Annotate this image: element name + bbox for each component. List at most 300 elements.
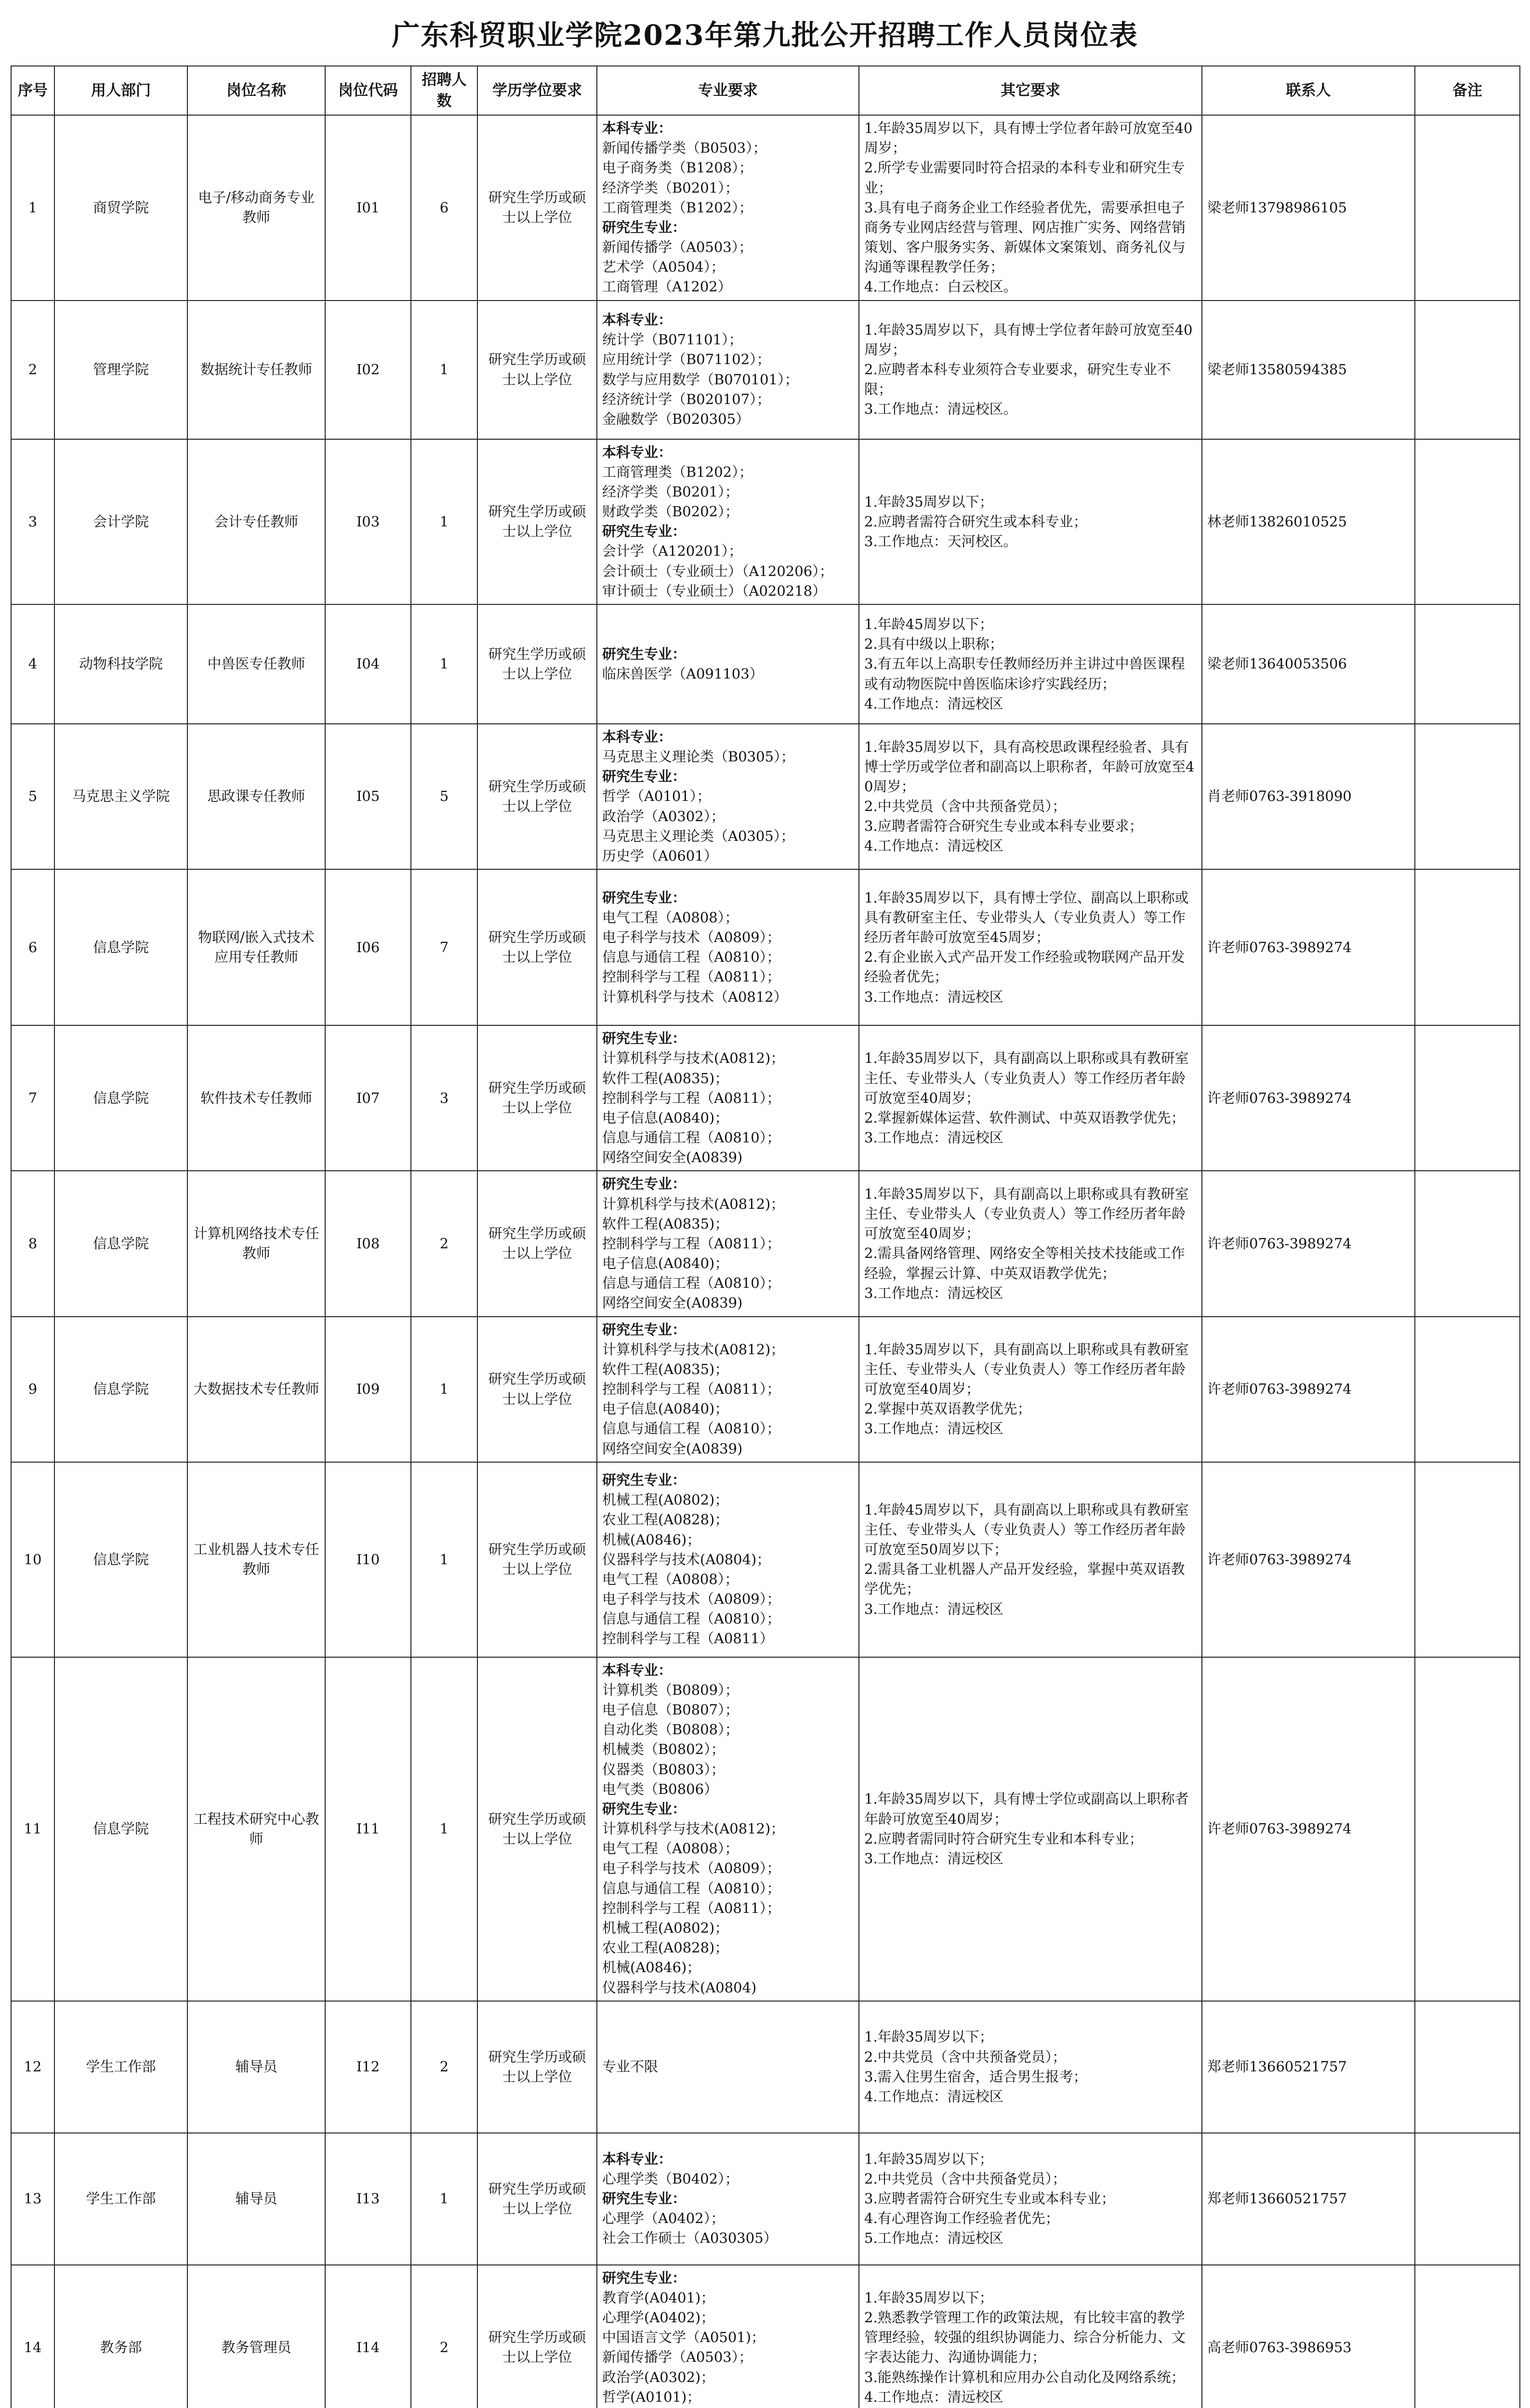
- cell-count: 3: [411, 1025, 477, 1171]
- table-row: [11, 724, 1520, 869]
- major-line: 软件工程(A0835)；: [602, 1215, 729, 1232]
- major-line: 研究生专业：: [602, 1176, 686, 1192]
- major-line: 网络空间安全(A0839): [602, 1149, 743, 1166]
- table-row: [11, 2265, 1520, 2408]
- major-line: 电子科学与技术（A0809）；: [602, 1591, 781, 1608]
- cell-dept: 动物科技学院: [54, 604, 187, 724]
- cell-post: 电子/移动商务专业教师: [187, 115, 325, 301]
- major-line: 研究生专业：: [602, 1800, 686, 1817]
- cell-post: 思政课专任教师: [187, 724, 325, 869]
- cell-contact: 许老师0763-3989274: [1202, 1657, 1415, 2001]
- other-requirement-line: 1.年龄35周岁以下；: [864, 2289, 993, 2306]
- other-requirement-line: 4.工作地点：清远校区: [864, 2388, 1003, 2405]
- header-other: 其它要求: [859, 66, 1202, 115]
- header-post: 岗位名称: [187, 66, 325, 115]
- other-requirement-line: 4.工作地点：清远校区: [864, 2088, 1003, 2105]
- other-requirement-line: 3.有五年以上高职专任教师经历并主讲过中兽医课程或有动物医院中兽医临床诊疗实践经历；: [864, 655, 1185, 692]
- major-line: 电气工程（A0808）；: [602, 1840, 739, 1857]
- major-line: 历史学（A0601）: [602, 847, 718, 864]
- other-requirement-line: 2.需具备工业机器人产品开发经验，掌握中英双语教学优先；: [864, 1561, 1185, 1597]
- major-line: 心理学(A0402)；: [602, 2309, 715, 2326]
- cell-count: 2: [411, 2001, 477, 2133]
- cell-edu: 研究生学历或硕士以上学位: [477, 1171, 597, 1316]
- cell-major: [597, 1462, 859, 1657]
- cell-contact: 肖老师0763-3918090: [1202, 724, 1415, 869]
- header-code: 岗位代码: [325, 66, 411, 115]
- major-line: 统计学（B071101）；: [602, 331, 743, 348]
- cell-dept: 信息学院: [54, 869, 187, 1025]
- cell-other: [859, 604, 1202, 724]
- table-row: [11, 869, 1520, 1025]
- major-line: 工商管理类（B1202）；: [602, 463, 753, 480]
- major-line: 心理学类（B0402）；: [602, 2170, 739, 2187]
- other-requirement-line: 3.具有电子商务企业工作经验者优先，需要承担电子商务专业网店经营与管理、网店推广实务、网络营销策划、客户服务实务、新媒体文案策划、商务礼仪与沟通等课程教学任务；: [864, 199, 1186, 275]
- cell-remark: [1415, 1025, 1520, 1171]
- cell-count: 2: [411, 2265, 477, 2408]
- cell-contact: 许老师0763-3989274: [1202, 1171, 1415, 1316]
- header-count: 招聘人数: [411, 66, 477, 115]
- cell-code: I08: [325, 1171, 411, 1316]
- other-requirement-line: 2.应聘者需同时符合研究生专业和本科专业；: [864, 1830, 1143, 1847]
- major-line: 电子科学与技术（A0809）；: [602, 1860, 781, 1877]
- cell-code: I14: [325, 2265, 411, 2408]
- cell-contact: 梁老师13640053506: [1202, 604, 1415, 724]
- cell-edu: 研究生学历或硕士以上学位: [477, 115, 597, 301]
- cell-code: I10: [325, 1462, 411, 1657]
- table-row: [11, 604, 1520, 724]
- cell-major: [597, 1317, 859, 1462]
- cell-other: [859, 115, 1202, 301]
- other-requirement-line: 3.应聘者需符合研究生专业或本科专业要求；: [864, 818, 1143, 835]
- page-title: 广东科贸职业学院2023年第九批公开招聘工作人员岗位表: [392, 19, 1138, 52]
- major-line: 财政学类（B0202）；: [602, 503, 739, 520]
- cell-remark: [1415, 301, 1520, 439]
- cell-post: 物联网/嵌入式技术应用专任教师: [187, 869, 325, 1025]
- cell-no: 5: [11, 724, 54, 869]
- cell-other: [859, 439, 1202, 604]
- other-requirement-line: 1.年龄35周岁以下，具有副高以上职称或具有教研室主任、专业带头人（专业负责人）等工作经历者年龄可放宽至40周岁；: [864, 1050, 1189, 1106]
- cell-code: I04: [325, 604, 411, 724]
- positions-table: [11, 65, 1520, 2408]
- table-row: [11, 2001, 1520, 2133]
- cell-count: 1: [411, 1462, 477, 1657]
- major-line: 本科专业：: [602, 728, 673, 745]
- cell-code: I13: [325, 2133, 411, 2265]
- major-line: 控制科学与工程（A0811）: [602, 1630, 774, 1647]
- major-line: 机械工程(A0802)；: [602, 1920, 729, 1936]
- cell-dept: 学生工作部: [54, 2133, 187, 2265]
- cell-edu: 研究生学历或硕士以上学位: [477, 1025, 597, 1171]
- major-line: 机械(A0846)；: [602, 1531, 701, 1548]
- other-requirement-line: 1.年龄35周岁以下；: [864, 493, 993, 510]
- cell-edu: 研究生学历或硕士以上学位: [477, 439, 597, 604]
- major-line: 计算机科学与技术(A0812)；: [602, 1820, 785, 1837]
- cell-no: 14: [11, 2265, 54, 2408]
- cell-remark: [1415, 1657, 1520, 2001]
- cell-code: I11: [325, 1657, 411, 2001]
- table-row: [11, 1657, 1520, 2001]
- other-requirement-line: 1.年龄35周岁以下，具有博士学位者年龄可放宽至40周岁；: [864, 321, 1193, 358]
- cell-remark: [1415, 2265, 1520, 2408]
- cell-other: [859, 1657, 1202, 2001]
- other-requirement-line: 1.年龄35周岁以下，具有博士学位或副高以上职称者年龄可放宽至40周岁；: [864, 1791, 1189, 1827]
- cell-no: 9: [11, 1317, 54, 1462]
- cell-major: [597, 1657, 859, 2001]
- other-requirement-line: 3.能熟练操作计算机和应用办公自动化及网络系统；: [864, 2369, 1185, 2385]
- cell-post: 软件技术专任教师: [187, 1025, 325, 1171]
- cell-dept: 信息学院: [54, 1025, 187, 1171]
- cell-code: I12: [325, 2001, 411, 2133]
- cell-edu: 研究生学历或硕士以上学位: [477, 604, 597, 724]
- cell-other: [859, 2001, 1202, 2133]
- major-line: 马克思主义理论类（B0305）；: [602, 748, 795, 765]
- cell-count: 2: [411, 1171, 477, 1316]
- major-line: 政治学（A0302）；: [602, 808, 725, 824]
- cell-other: [859, 1171, 1202, 1316]
- cell-remark: [1415, 869, 1520, 1025]
- cell-post: 工业机器人技术专任教师: [187, 1462, 325, 1657]
- cell-post: 大数据技术专任教师: [187, 1317, 325, 1462]
- cell-count: 1: [411, 1317, 477, 1462]
- cell-no: 8: [11, 1171, 54, 1316]
- cell-post: 会计专任教师: [187, 439, 325, 604]
- cell-count: 1: [411, 1657, 477, 2001]
- major-line: 审计硕士（专业硕士）（A020218）: [602, 582, 827, 599]
- major-line: 电子信息(A0840)；: [602, 1255, 729, 1272]
- major-line: 计算机科学与技术(A0812)；: [602, 1050, 785, 1067]
- cell-contact: 梁老师13798986105: [1202, 115, 1415, 301]
- major-line: 艺术学（A0504）；: [602, 259, 725, 275]
- table-row: [11, 1025, 1520, 1171]
- other-requirement-line: 2.掌握新媒体运营、软件测试、中英双语教学优先；: [864, 1109, 1185, 1126]
- cell-code: I03: [325, 439, 411, 604]
- major-line: 社会工作硕士（A030305）: [602, 2230, 778, 2247]
- other-requirement-line: 2.中共党员（含中共预备党员）；: [864, 798, 1067, 815]
- cell-count: 5: [411, 724, 477, 869]
- header-dept: 用人部门: [54, 66, 187, 115]
- major-line: 研究生专业：: [602, 219, 686, 236]
- table-row: [11, 1462, 1520, 1657]
- cell-count: 1: [411, 604, 477, 724]
- cell-code: I09: [325, 1317, 411, 1462]
- major-line: 哲学（A0101）；: [602, 788, 711, 805]
- cell-edu: 研究生学历或硕士以上学位: [477, 301, 597, 439]
- other-requirement-line: 1.年龄35周岁以下；: [864, 2028, 993, 2045]
- major-line: 电子信息（B0807）；: [602, 1701, 739, 1718]
- cell-count: 6: [411, 115, 477, 301]
- cell-edu: 研究生学历或硕士以上学位: [477, 1657, 597, 2001]
- major-line: 信息与通信工程（A0810）；: [602, 949, 781, 966]
- cell-major: [597, 115, 859, 301]
- table-row: [11, 1317, 1520, 1462]
- major-line: 研究生专业：: [602, 2269, 686, 2286]
- major-line: 心理学（A0402）；: [602, 2210, 725, 2227]
- major-line: 电气类（B0806）: [602, 1780, 718, 1797]
- cell-edu: 研究生学历或硕士以上学位: [477, 724, 597, 869]
- major-line: 研究生专业：: [602, 889, 686, 906]
- major-line: 研究生专业：: [602, 645, 686, 662]
- major-line: 控制科学与工程（A0811）；: [602, 1899, 781, 1916]
- major-line: 工商管理类（B1202）；: [602, 199, 753, 216]
- major-line: 新闻传播学（A0503）；: [602, 2349, 753, 2366]
- other-requirement-line: 2.需具备网络管理、网络安全等相关技术技能或工作经验，掌握云计算、中英双语教学优先；: [864, 1245, 1185, 1282]
- cell-count: 1: [411, 301, 477, 439]
- cell-edu: 研究生学历或硕士以上学位: [477, 2265, 597, 2408]
- header-no: 序号: [11, 66, 54, 115]
- cell-edu: 研究生学历或硕士以上学位: [477, 2133, 597, 2265]
- cell-other: [859, 1317, 1202, 1462]
- cell-remark: [1415, 604, 1520, 724]
- other-requirement-line: 4.工作地点：清远校区: [864, 838, 1003, 854]
- major-line: 专业不限: [602, 2058, 659, 2075]
- major-line: 经济学类（B0201）；: [602, 179, 739, 196]
- cell-remark: [1415, 1462, 1520, 1657]
- table-row: [11, 1171, 1520, 1316]
- cell-post: 辅导员: [187, 2001, 325, 2133]
- cell-count: 1: [411, 439, 477, 604]
- other-requirement-line: 1.年龄35周岁以下，具有副高以上职称或具有教研室主任、专业带头人（专业负责人）等工作经历者年龄可放宽至40周岁；: [864, 1185, 1189, 1242]
- major-line: 本科专业：: [602, 444, 673, 460]
- cell-edu: 研究生学历或硕士以上学位: [477, 1462, 597, 1657]
- other-requirement-line: 1.年龄35周岁以下，具有高校思政课程经验者、具有博士学历或学位者和副高以上职称者，年龄可放宽至40周岁；: [864, 738, 1195, 795]
- cell-dept: 信息学院: [54, 1462, 187, 1657]
- major-line: 工商管理（A1202）: [602, 278, 732, 295]
- header-contact: 联系人: [1202, 66, 1415, 115]
- major-line: 研究生专业：: [602, 2190, 686, 2207]
- table-row: [11, 301, 1520, 439]
- cell-no: 11: [11, 1657, 54, 2001]
- other-requirement-line: 2.熟悉教学管理工作的政策法规，有比较丰富的教学管理经验，较强的组织协调能力、综合分析能力、文字表达能力、沟通协调能力；: [864, 2309, 1186, 2366]
- major-line: 软件工程(A0835)；: [602, 1361, 729, 1377]
- cell-major: [597, 604, 859, 724]
- cell-count: 1: [411, 2133, 477, 2265]
- major-line: 新闻传播学类（B0503）；: [602, 140, 767, 157]
- major-line: 控制科学与工程（A0811）；: [602, 968, 781, 985]
- other-requirement-line: 2.掌握中英双语教学优先；: [864, 1400, 1031, 1417]
- cell-edu: 研究生学历或硕士以上学位: [477, 869, 597, 1025]
- major-line: 会计硕士（专业硕士）（A120206）；: [602, 563, 833, 579]
- cell-remark: [1415, 724, 1520, 869]
- major-line: 研究生专业：: [602, 1030, 686, 1047]
- cell-other: [859, 2133, 1202, 2265]
- major-line: 农业工程(A0828)；: [602, 1939, 729, 1956]
- major-line: 信息与通信工程（A0810）；: [602, 1610, 781, 1627]
- cell-major: [597, 301, 859, 439]
- major-line: 政治学(A0302)；: [602, 2369, 715, 2385]
- major-line: 计算机类（B0809）；: [602, 1681, 739, 1698]
- major-line: 经济学类（B0201）；: [602, 483, 739, 500]
- table-row: [11, 115, 1520, 301]
- major-line: 软件工程(A0835)；: [602, 1070, 729, 1086]
- major-line: 机械类（B0802）；: [602, 1741, 725, 1758]
- cell-major: [597, 439, 859, 604]
- cell-contact: 高老师0763-3986953: [1202, 2265, 1415, 2408]
- header-major: 专业要求: [597, 66, 859, 115]
- major-line: 中国语言文学（A0501)；: [602, 2329, 765, 2346]
- cell-other: [859, 301, 1202, 439]
- cell-edu: 研究生学历或硕士以上学位: [477, 1317, 597, 1462]
- major-line: 计算机科学与技术(A0812)；: [602, 1195, 785, 1212]
- cell-no: 3: [11, 439, 54, 604]
- other-requirement-line: 2.中共党员（含中共预备党员）；: [864, 2170, 1067, 2187]
- other-requirement-line: 3.工作地点：清远校区: [864, 1420, 1003, 1437]
- major-line: 数学与应用数学（B070101）；: [602, 371, 799, 388]
- other-requirement-line: 1.年龄35周岁以下，具有博士学位、副高以上职称或具有教研室主任、专业带头人（专业负责人）等工作经历者年龄可放宽至45周岁；: [864, 889, 1189, 945]
- cell-code: I07: [325, 1025, 411, 1171]
- cell-post: 计算机网络技术专任教师: [187, 1171, 325, 1316]
- other-requirement-line: 5.工作地点：清远校区: [864, 2230, 1003, 2247]
- major-line: 网络空间安全(A0839): [602, 1440, 743, 1457]
- cell-remark: [1415, 2133, 1520, 2265]
- cell-major: [597, 2001, 859, 2133]
- cell-no: 2: [11, 301, 54, 439]
- major-line: 电子信息(A0840)；: [602, 1400, 729, 1417]
- cell-other: [859, 1462, 1202, 1657]
- cell-post: 数据统计专任教师: [187, 301, 325, 439]
- cell-dept: 学生工作部: [54, 2001, 187, 2133]
- other-requirement-line: 3.工作地点：天河校区。: [864, 533, 1017, 550]
- major-line: 研究生专业：: [602, 523, 686, 540]
- major-line: 研究生专业：: [602, 1471, 686, 1488]
- other-requirement-line: 2.所学专业需要同时符合招录的本科专业和研究生专业；: [864, 159, 1185, 196]
- major-line: 计算机科学与技术（A0812）: [602, 988, 788, 1005]
- cell-remark: [1415, 1317, 1520, 1462]
- major-line: 临床兽医学（A091103）: [602, 665, 764, 682]
- cell-contact: 许老师0763-3989274: [1202, 1317, 1415, 1462]
- cell-dept: 教务部: [54, 2265, 187, 2408]
- other-requirement-line: 1.年龄45周岁以下，具有副高以上职称或具有教研室主任、专业带头人（专业负责人）等工作经历者年龄可放宽至50周岁以下；: [864, 1501, 1189, 1558]
- major-line: 本科专业：: [602, 312, 673, 328]
- cell-remark: [1415, 115, 1520, 301]
- other-requirement-line: 2.具有中级以上职称；: [864, 636, 1003, 653]
- major-line: 教育学(A0401)；: [602, 2289, 715, 2306]
- cell-no: 7: [11, 1025, 54, 1171]
- major-line: 仪器科学与技术(A0804)；: [602, 1551, 771, 1568]
- table-row: [11, 439, 1520, 604]
- cell-edu: 研究生学历或硕士以上学位: [477, 2001, 597, 2133]
- major-line: 金融数学（B020305）: [602, 410, 750, 427]
- cell-major: [597, 1025, 859, 1171]
- major-line: 控制科学与工程（A0811）；: [602, 1089, 781, 1106]
- cell-count: 7: [411, 869, 477, 1025]
- other-requirement-line: 3.工作地点：清远校区。: [864, 401, 1017, 418]
- cell-dept: 信息学院: [54, 1317, 187, 1462]
- major-line: 信息与通信工程（A0810）；: [602, 1420, 781, 1437]
- major-line: 哲学(A0101)；: [602, 2388, 701, 2405]
- cell-major: [597, 2133, 859, 2265]
- cell-post: 教务管理员: [187, 2265, 325, 2408]
- other-requirement-line: 2.应聘者本科专业须符合专业要求，研究生专业不限；: [864, 361, 1171, 398]
- major-line: 网络空间安全(A0839): [602, 1295, 743, 1311]
- other-requirement-line: 1.年龄35周岁以下，具有博士学位者年龄可放宽至40周岁；: [864, 120, 1193, 157]
- major-line: 本科专业：: [602, 1662, 673, 1678]
- other-requirement-line: 3.工作地点：清远校区: [864, 1129, 1003, 1146]
- cell-contact: 梁老师13580594385: [1202, 301, 1415, 439]
- major-line: 机械工程(A0802)；: [602, 1492, 729, 1508]
- major-line: 电子信息(A0840)；: [602, 1109, 729, 1126]
- major-line: 经济统计学（B020107）；: [602, 391, 771, 407]
- cell-other: [859, 1025, 1202, 1171]
- other-requirement-line: 2.有企业嵌入式产品开发工作经验或物联网产品开发经验者优先；: [864, 949, 1185, 985]
- other-requirement-line: 3.工作地点：清远校区: [864, 1850, 1003, 1867]
- cell-other: [859, 724, 1202, 869]
- cell-no: 4: [11, 604, 54, 724]
- cell-contact: 林老师13826010525: [1202, 439, 1415, 604]
- major-line: 电子科学与技术（A0809）；: [602, 929, 781, 945]
- cell-post: 中兽医专任教师: [187, 604, 325, 724]
- major-line: 电子商务类（B1208）；: [602, 159, 753, 176]
- major-line: 信息与通信工程（A0810）；: [602, 1129, 781, 1146]
- cell-remark: [1415, 2001, 1520, 2133]
- cell-contact: 郑老师13660521757: [1202, 2133, 1415, 2265]
- major-line: 机械(A0846)；: [602, 1959, 701, 1976]
- cell-no: 10: [11, 1462, 54, 1657]
- major-line: 计算机科学与技术(A0812)；: [602, 1341, 785, 1358]
- cell-contact: 许老师0763-3989274: [1202, 1462, 1415, 1657]
- cell-no: 12: [11, 2001, 54, 2133]
- major-line: 研究生专业：: [602, 1321, 686, 1338]
- major-line: 仪器科学与技术(A0804): [602, 1979, 757, 1996]
- other-requirement-line: 4.工作地点：白云校区。: [864, 278, 1017, 295]
- other-requirement-line: 3.工作地点：清远校区: [864, 1600, 1003, 1617]
- major-line: 会计学（A120201）；: [602, 543, 743, 560]
- other-requirement-line: 1.年龄35周岁以下，具有副高以上职称或具有教研室主任、专业带头人（专业负责人）等工作经历者年龄可放宽至40周岁；: [864, 1341, 1189, 1398]
- cell-dept: 信息学院: [54, 1171, 187, 1316]
- cell-dept: 信息学院: [54, 1657, 187, 2001]
- cell-dept: 会计学院: [54, 439, 187, 604]
- cell-post: 工程技术研究中心教师: [187, 1657, 325, 2001]
- cell-dept: 马克思主义学院: [54, 724, 187, 869]
- cell-major: [597, 2265, 859, 2408]
- cell-contact: 许老师0763-3989274: [1202, 869, 1415, 1025]
- other-requirement-line: 2.应聘者需符合研究生或本科专业；: [864, 513, 1087, 530]
- major-line: 信息与通信工程（A0810）；: [602, 1275, 781, 1292]
- other-requirement-line: 2.中共党员（含中共预备党员）；: [864, 2048, 1067, 2065]
- major-line: 本科专业：: [602, 2150, 673, 2167]
- other-requirement-line: 3.工作地点：清远校区: [864, 988, 1003, 1005]
- major-line: 自动化类（B0808）；: [602, 1721, 739, 1738]
- major-line: 控制科学与工程（A0811）；: [602, 1381, 781, 1398]
- major-line: 电气工程（A0808）；: [602, 909, 739, 926]
- other-requirement-line: 1.年龄35周岁以下；: [864, 2150, 993, 2167]
- major-line: 信息与通信工程（A0810）；: [602, 1880, 781, 1897]
- cell-code: I06: [325, 869, 411, 1025]
- cell-contact: 郑老师13660521757: [1202, 2001, 1415, 2133]
- cell-dept: 商贸学院: [54, 115, 187, 301]
- major-line: 研究生专业：: [602, 768, 686, 785]
- major-line: 应用统计学（B071102）；: [602, 351, 771, 368]
- other-requirement-line: 4.工作地点：清远校区: [864, 695, 1003, 712]
- table-header-row: [11, 66, 1520, 115]
- cell-major: [597, 724, 859, 869]
- major-line: 本科专业：: [602, 120, 673, 137]
- other-requirement-line: 3.需入住男生宿舍，适合男生报考；: [864, 2068, 1087, 2085]
- cell-no: 6: [11, 869, 54, 1025]
- cell-major: [597, 1171, 859, 1316]
- other-requirement-line: 3.工作地点：清远校区: [864, 1284, 1003, 1301]
- major-line: 电气工程（A0808）；: [602, 1570, 739, 1587]
- cell-code: I01: [325, 115, 411, 301]
- major-line: 新闻传播学（A0503）；: [602, 239, 753, 256]
- cell-code: I02: [325, 301, 411, 439]
- cell-remark: [1415, 439, 1520, 604]
- cell-no: 13: [11, 2133, 54, 2265]
- cell-code: I05: [325, 724, 411, 869]
- major-line: 农业工程(A0828)；: [602, 1511, 729, 1528]
- table-body: [11, 115, 1520, 2408]
- major-line: 仪器类（B0803）；: [602, 1761, 725, 1778]
- cell-no: 1: [11, 115, 54, 301]
